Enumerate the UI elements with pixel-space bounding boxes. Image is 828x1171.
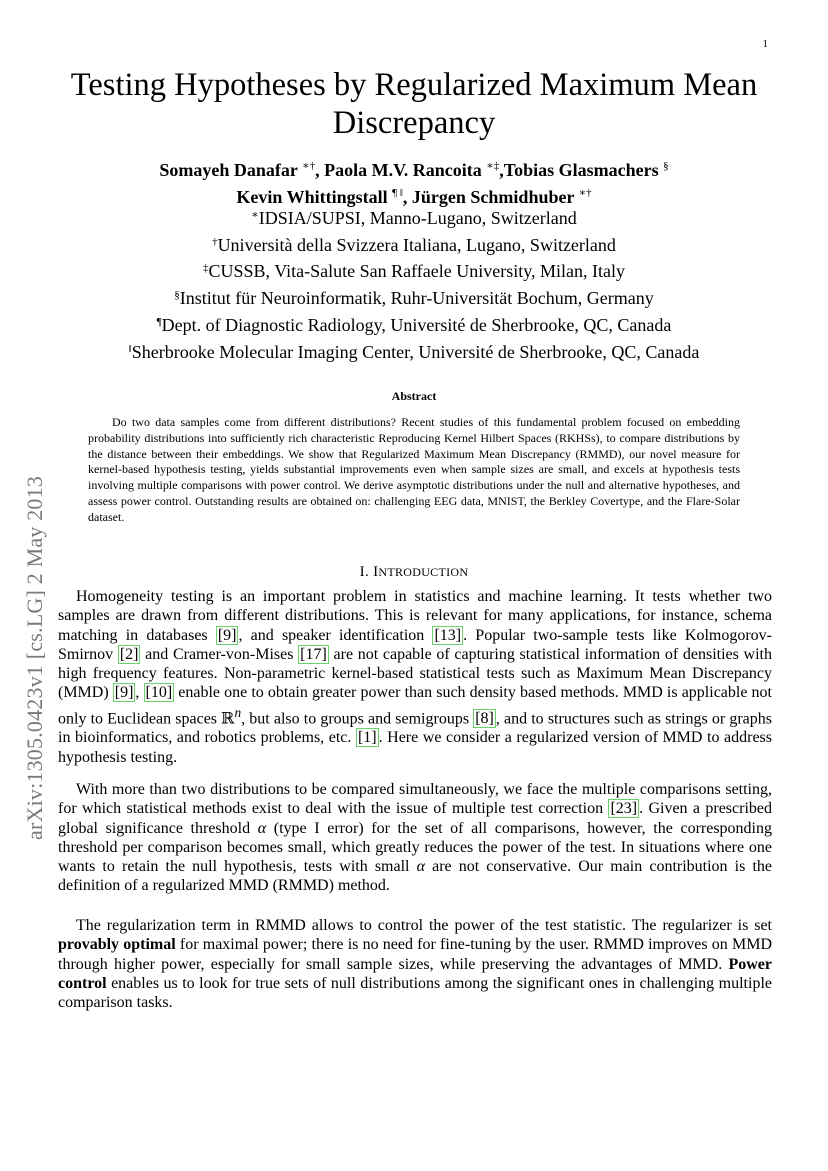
section-heading — [60, 564, 768, 581]
citation-link[interactable]: [9] — [217, 626, 237, 644]
paragraph-text: With more than two distributions to be compared simultaneously, we face the multiple comparisons setting, for which statistical methods exist to deal with the issue of multiple test correction — [58, 781, 772, 818]
affiliation-mark: ∗ — [251, 209, 259, 221]
affiliation-line — [60, 338, 768, 365]
author-name: Kevin Whittingstall — [236, 187, 388, 207]
affiliation-mark: † — [212, 235, 218, 248]
bold-phrase: provably optimal — [58, 936, 176, 954]
citation-link[interactable]: [10] — [145, 684, 173, 702]
citation-link[interactable]: [8] — [475, 710, 494, 728]
paper-title: Testing Hypotheses by Regularized Maximum Mean Discrepancy — [70, 67, 758, 141]
paragraph-text: , and speaker identification — [238, 626, 433, 644]
math-alpha: α — [416, 858, 425, 876]
affiliation-line — [60, 231, 768, 258]
author-marks: ¶ ‖ — [392, 187, 403, 199]
paragraph-text: . Here we consider a regularized version of MMD to address hypothesis testing. — [58, 729, 772, 766]
paragraph-text: and Cramer-von-Mises — [140, 645, 299, 663]
section-number: I. — [359, 564, 370, 580]
affiliation-mark: ‡ — [202, 262, 209, 275]
paragraph-text: . Given a prescribed global significance threshold — [58, 800, 772, 837]
math-reals-symbol: ℝ — [221, 710, 235, 728]
affiliation-line — [60, 204, 768, 231]
affiliation-list — [60, 204, 768, 364]
citation-link[interactable]: [23] — [610, 800, 638, 818]
affiliation-mark: ‖ — [128, 342, 132, 355]
citation-link[interactable]: [2] — [119, 645, 139, 663]
author-name: Tobias Glasmachers — [503, 160, 659, 180]
author-marks: ∗† — [302, 160, 316, 172]
affiliation-text: IDSIA/SUPSI, Manno-Lugano, Switzerland — [258, 208, 577, 228]
affiliation-mark: § — [174, 289, 180, 302]
section-initial: I — [373, 564, 379, 580]
citation-link[interactable]: [13] — [434, 626, 462, 644]
arxiv-identifier: arXiv:1305.0423v1 [cs.LG] 2 May 2013 — [22, 475, 47, 840]
affiliation-line — [60, 284, 768, 311]
author-name: Paola M.V. Rancoita — [324, 160, 482, 180]
paragraph-text: , — [135, 684, 144, 702]
paragraph-text: enables us to look for true sets of null distributions among the significant ones in challenging multiple comparison tasks. — [58, 974, 772, 1012]
affiliation-text: Sherbrooke Molecular Imaging Center, Université de Sherbrooke, QC, Canada — [131, 341, 700, 362]
citation-link[interactable]: [1] — [357, 729, 377, 747]
author-name: Jürgen Schmidhuber — [411, 187, 575, 207]
math-exponent: n — [234, 704, 242, 720]
citation-link[interactable]: [9] — [114, 684, 134, 702]
affiliation-line — [60, 257, 768, 284]
affiliation-line — [60, 311, 768, 338]
intro-paragraph-3 — [58, 916, 772, 1012]
author-marks: § — [663, 160, 669, 172]
author-list: Somayeh Danafar ∗†, Paola M.V. Rancoita ∗‡,Tobias Glasmachers § Kevin Whittingstall ¶ ‖, Jürgen Schmidhuber ∗† — [159, 160, 669, 207]
paragraph-text: , but also to groups and semigroups — [241, 710, 474, 728]
section-title-rest: NTRODUCTION — [378, 565, 469, 579]
affiliation-text: CUSSB, Vita-Salute San Raffaele University, Milan, Italy — [208, 261, 626, 282]
affiliation-text: Dept. of Diagnostic Radiology, Université de Sherbrooke, QC, Canada — [161, 314, 672, 335]
math-alpha: α — [257, 819, 267, 837]
affiliation-mark: ¶ — [156, 315, 162, 328]
page-number: 1 — [762, 38, 768, 50]
abstract-body: Do two data samples come from different distributions? Recent studies of this fundamental problem focused on embedding probability distributions into sufficiently rich characteristic Reproducing Kernel Hilbert Spaces (RKHSs), to compare distributions by the distance between their embeddings. We show that Regularized Maximum Mean Discrepancy (RMMD), our novel measure for kernel-based hypothesis testing, yields substantial improvements even when sample sizes are small, and excels at hypothesis tests involving multiple comparisons with power control. We derive asymptotic distributions under the null and alternative hypotheses, and assess power control. Outstanding results are obtained on: challenging EEG data, MNIST, the Berkley Covertype, and the Flare-Solar dataset. — [88, 415, 740, 524]
bold-phrase: Power control — [58, 955, 772, 992]
intro-paragraph-2 — [58, 780, 772, 896]
affiliation-text: Institut für Neuroinformatik, Ruhr-Universität Bochum, Germany — [179, 288, 654, 309]
paragraph-text: , and to structures such as strings or graphs in bioinformatics, and robotics problems, etc. — [58, 710, 773, 747]
citation-link[interactable]: [17] — [300, 645, 327, 663]
paragraph-text: for maximal power; there is no need for fine-tuning by the user. RMMD improves on MMD through higher power, especially for small sample sizes, while preserving the advantages of MMD. — [58, 936, 773, 973]
abstract-heading: Abstract — [391, 389, 437, 403]
paragraph-text: The regularization term in RMMD allows to control the power of the test statistic. The regularizer is set — [76, 917, 772, 934]
arxiv-side-stamp — [22, 370, 46, 840]
intro-paragraph-1 — [58, 587, 772, 767]
paragraph-text: Homogeneity testing is an important problem in statistics and machine learning. It tests whether two samples are drawn from different distributions. This is relevant for many applications, for instance, schema matching in databases — [58, 588, 772, 644]
paragraph-text: . Popular two-sample tests like Kolmogorov-Smirnov — [58, 626, 772, 663]
paragraph-text: (type I error) for the set of all comparisons, however, the corresponding threshold per comparison becomes small, which greatly reduces the power of the test. In situations where one wants to retain the null hypothesis, tests with small — [58, 819, 773, 876]
paragraph-text: are not conservative. Our main contribution is the definition of a regularized MMD (RMMD) method. — [58, 858, 772, 895]
author-marks: ∗‡ — [486, 160, 500, 172]
author-marks: ∗† — [578, 187, 592, 199]
paragraph-text: enable one to obtain greater power than such density based methods. MMD is applicable not only to Euclidean spaces — [58, 684, 772, 728]
author-name: Somayeh Danafar — [159, 160, 298, 180]
affiliation-text: Università della Svizzera Italiana, Lugano, Switzerland — [217, 234, 616, 255]
paragraph-text: are not capable of capturing statistical information of densities with high frequency features. Non-parametric kernel-based statistical tests such as Maximum Mean Discrepancy (MMD) — [58, 645, 773, 702]
